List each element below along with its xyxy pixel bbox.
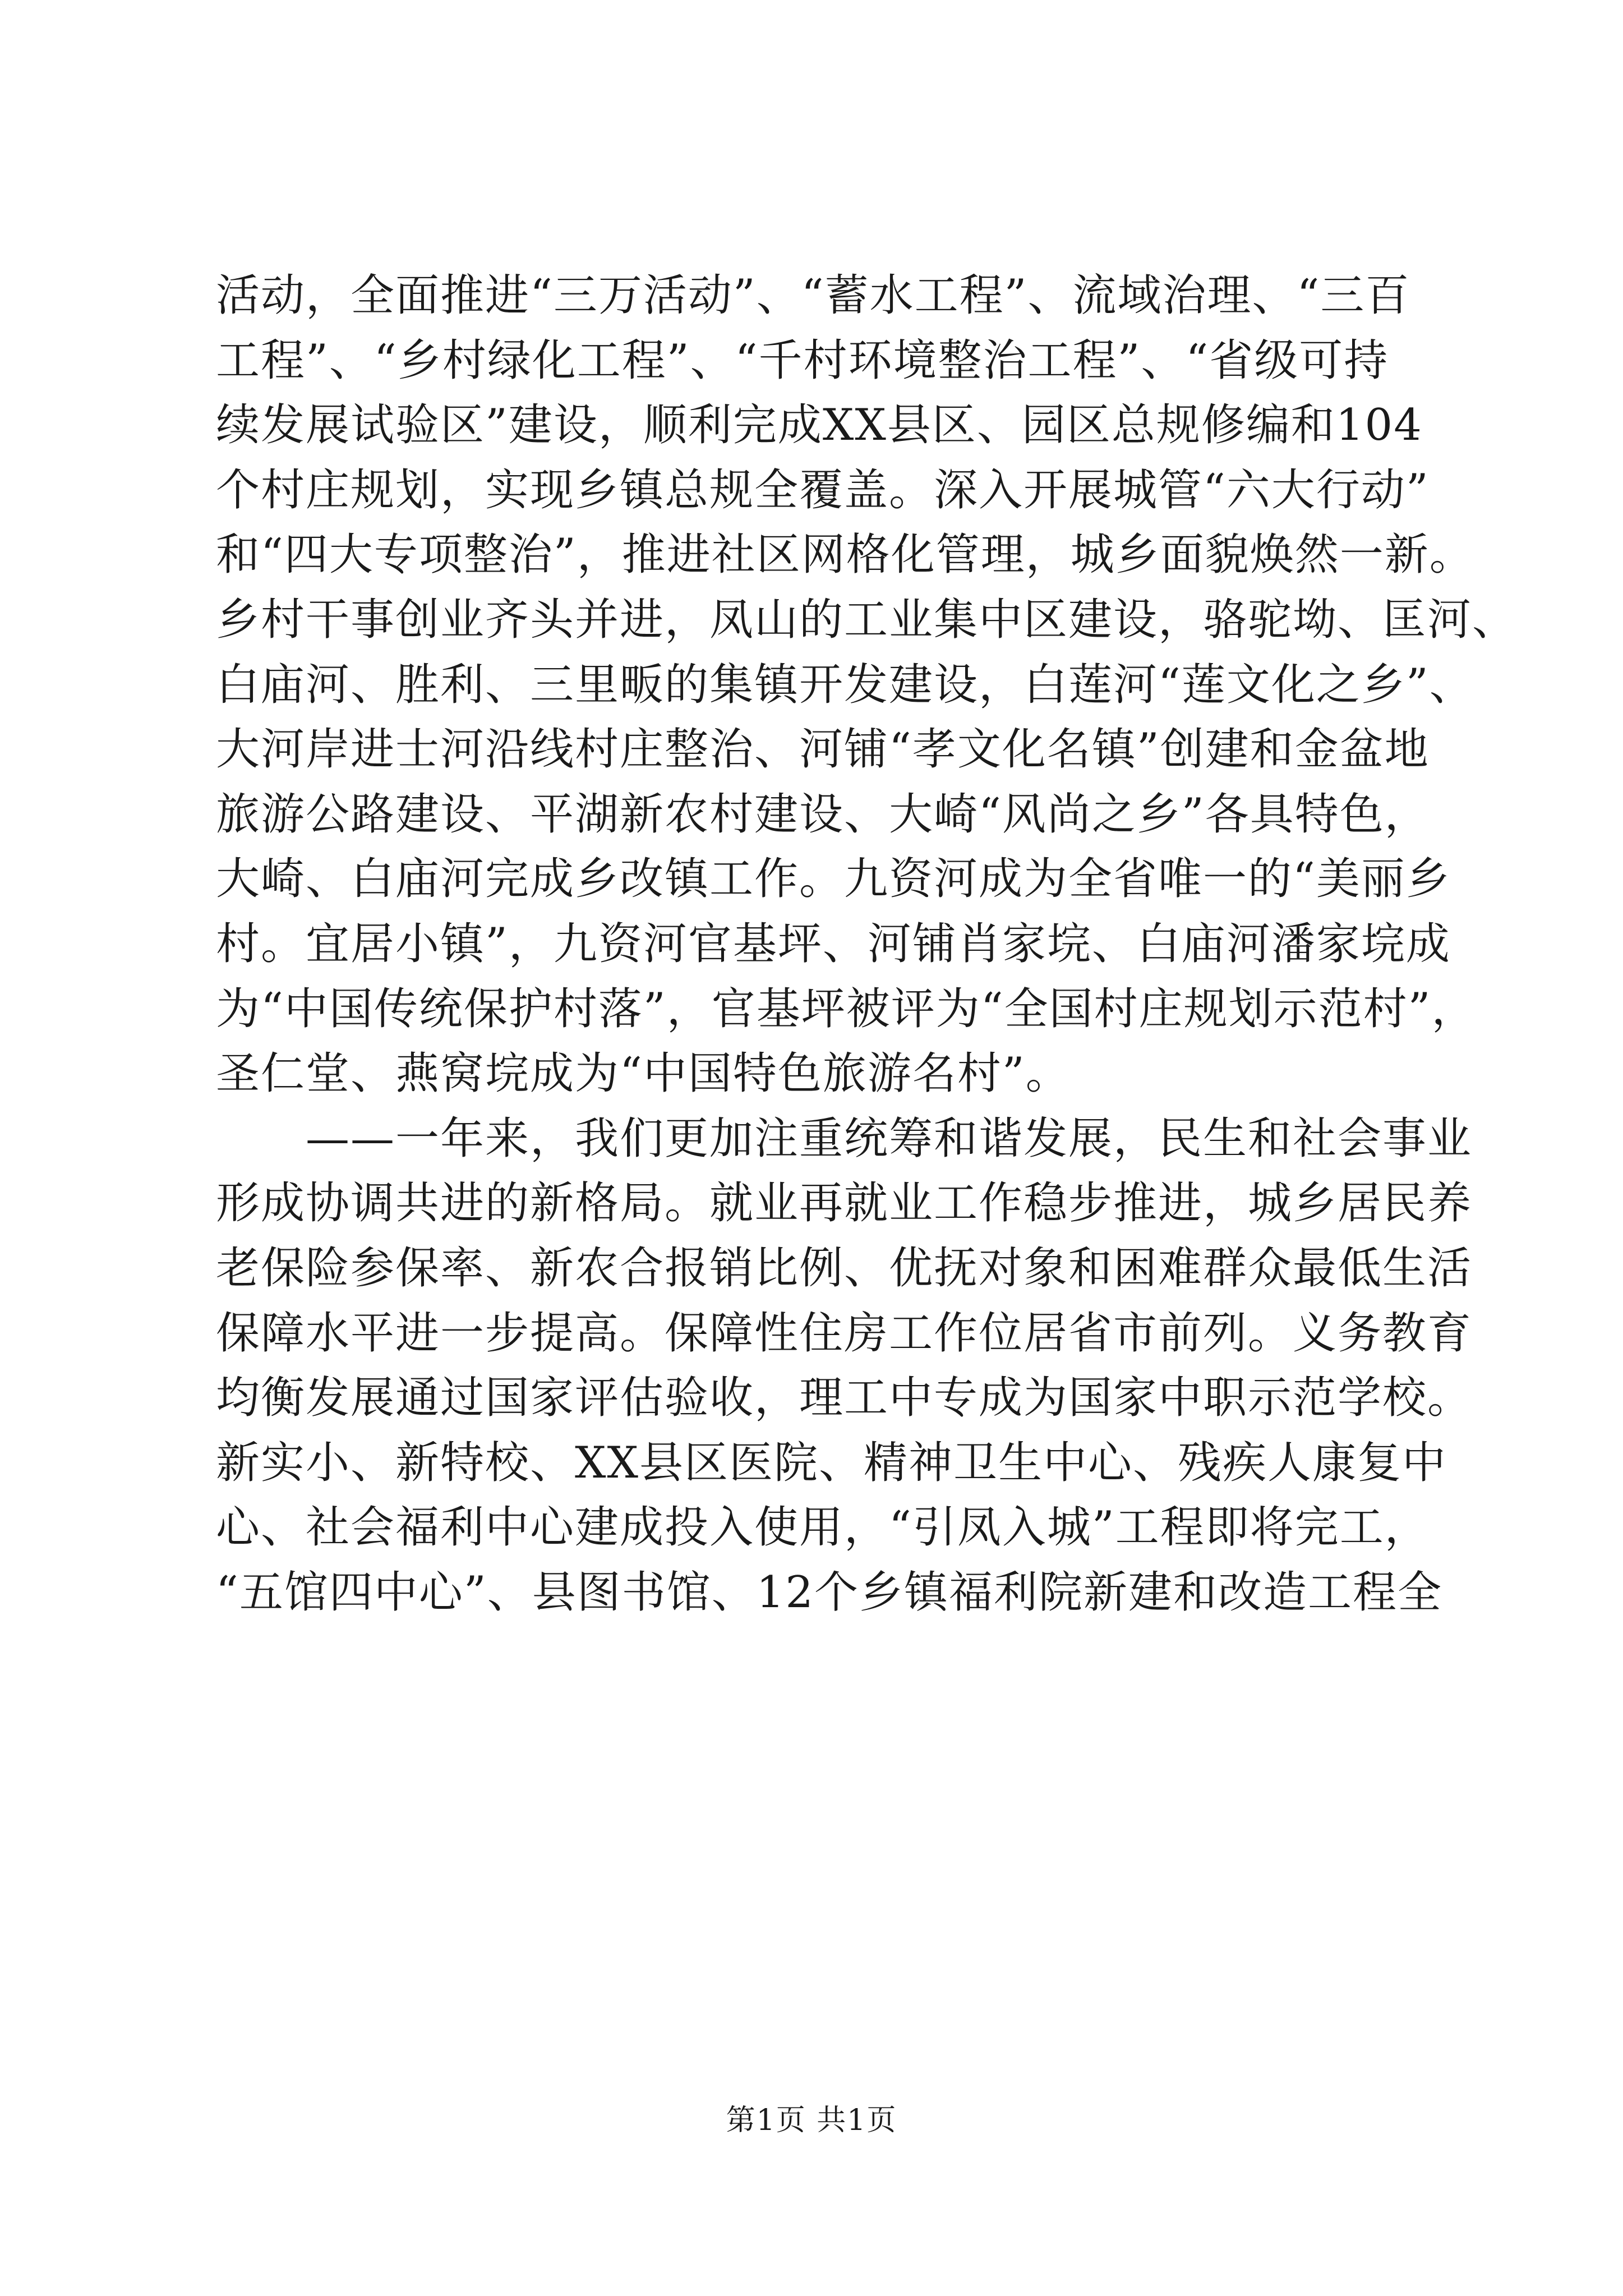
text-line: “五馆四中心”、县图书馆、12个乡镇福利院新建和改造工程全 bbox=[216, 1567, 1443, 1618]
text-line: 和“四大专项整治”，推进社区网格化管理，城乡面貌焕然一新。 bbox=[216, 530, 1474, 581]
text-line: 村。宜居小镇”，九资河官基坪、河铺肖家垸、白庙河潘家垸成 bbox=[216, 918, 1451, 969]
page-footer bbox=[0, 2101, 1623, 2140]
document-body bbox=[216, 264, 1518, 1625]
text-line: ——一年来，我们更加注重统筹和谐发展，民生和社会事业 bbox=[216, 1113, 1473, 1164]
text-line: 工程”、“乡村绿化工程”、“千村环境整治工程”、“省级可持 bbox=[216, 335, 1389, 386]
text-line: 活动，全面推进“三万活动”、“蓄水工程”、流域治理、“三百 bbox=[216, 270, 1410, 321]
text-line: 个村庄规划，实现乡镇总规全覆盖。深入开展城管“六大行动” bbox=[216, 464, 1430, 516]
text-line: 白庙河、胜利、三里畈的集镇开发建设，白莲河“莲文化之乡”、 bbox=[216, 659, 1474, 710]
text-line: 心、社会福利中心建成投入使用，“引凤入城”工程即将完工， bbox=[216, 1502, 1430, 1553]
text-line: 乡村干事创业齐头并进，凤山的工业集中区建设，骆驼坳、匡河、 bbox=[216, 594, 1518, 645]
text-line: 新实小、新特校、XX县区医院、精神卫生中心、残疾人康复中 bbox=[216, 1437, 1447, 1488]
text-line: 大崎、白庙河完成乡改镇工作。九资河成为全省唯一的“美丽乡 bbox=[216, 854, 1451, 905]
text-line: 保障水平进一步提高。保障性住房工作位居省市前列。义务教育 bbox=[216, 1308, 1473, 1359]
text-line: 为“中国传统保护村落”，官基坪被评为“全国村庄规划示范村”， bbox=[216, 983, 1477, 1034]
text-line: 旅游公路建设、平湖新农村建设、大崎“风尚之乡”各具特色， bbox=[216, 789, 1430, 840]
text-line: 续发展试验区”建设，顺利完成XX县区、园区总规修编和104 bbox=[216, 400, 1423, 451]
text-line: 大河岸进士河沿线村庄整治、河铺“孝文化名镇”创建和金盆地 bbox=[216, 724, 1430, 775]
text-line: 圣仁堂、燕窝垸成为“中国特色旅游名村”。 bbox=[216, 1048, 1071, 1099]
text-line: 形成协调共进的新格局。就业再就业工作稳步推进，城乡居民养 bbox=[216, 1178, 1473, 1229]
page-number-label: 第1页 共1页 bbox=[726, 2104, 897, 2137]
text-line: 均衡发展通过国家评估验收，理工中专成为国家中职示范学校。 bbox=[216, 1373, 1473, 1424]
text-line: 老保险参保率、新农合报销比例、优抚对象和困难群众最低生活 bbox=[216, 1243, 1473, 1294]
